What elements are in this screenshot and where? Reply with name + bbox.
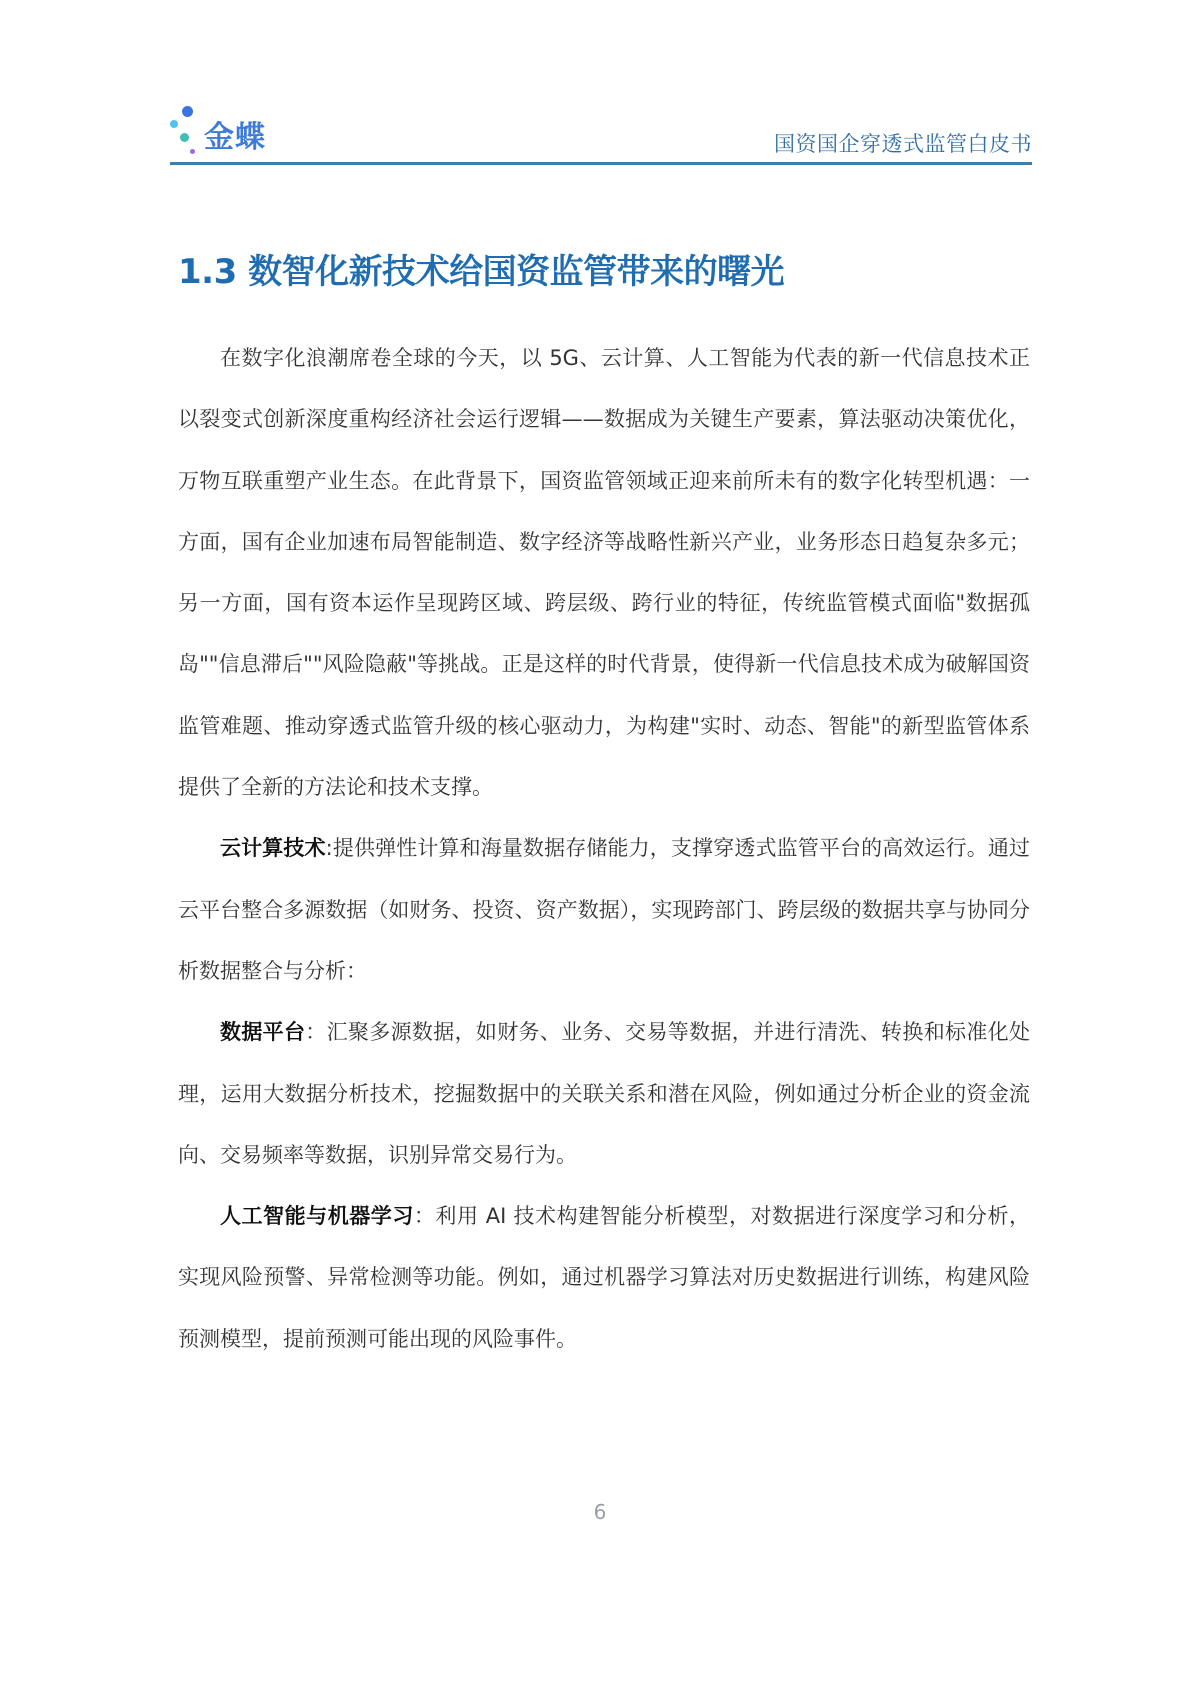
paragraph-intro: [178, 328, 1030, 818]
paragraph-text: 在数字化浪潮席卷全球的今天，以 5G、云计算、人工智能为代表的新一代信息技术正以裂变式创新深度重构经济社会运行逻辑——数据成为关键生产要素，算法驱动决策优化，万物互联重塑产业生态。在此背景下，国资监管领域正迎来前所未有的数字化转型机遇：一方面，国有企业加速布局智能制造、数字经济等战略性新兴产业，业务形态日趋复杂多元；另一方面，国有资本运作呈现跨区域、跨层级、跨行业的特征，传统监管模式面临"数据孤岛""信息滞后""风险隐蔽"等挑战。正是这样的时代背景，使得新一代信息技术成为破解国资监管难题、推动穿透式监管升级的核心驱动力，为构建"实时、动态、智能"的新型监管体系提供了全新的方法论和技术支撑。: [178, 346, 1030, 800]
page-number: 6: [593, 1500, 607, 1524]
paragraph-ai-ml: [178, 1186, 1030, 1370]
logo-dot-icon: [170, 120, 178, 128]
paragraph-lead: 人工智能与机器学习: [220, 1204, 414, 1229]
paragraph-text: :提供弹性计算和海量数据存储能力，支撑穿透式监管平台的高效运行。通过云平台整合多源数据（如财务、投资、资产数据），实现跨部门、跨层级的数据共享与协同分析数据整合与分析：: [178, 836, 1031, 983]
logo-dot-icon: [190, 149, 195, 154]
document-title: 国资国企穿透式监管白皮书: [774, 132, 1032, 156]
logo-dot-icon: [180, 133, 189, 142]
paragraph-lead: 云计算技术: [220, 836, 326, 861]
logo-dot-icon: [182, 106, 193, 117]
section-heading: 1.3 数智化新技术给国资监管带来的曙光: [178, 252, 785, 292]
paragraph-cloud-computing: [178, 818, 1030, 1002]
paragraph-text: ：利用 AI 技术构建智能分析模型，对数据进行深度学习和分析，实现风险预警、异常检测等功能。例如，通过机器学习算法对历史数据进行训练，构建风险预测模型，提前预测可能出现的风险事件。: [178, 1204, 1030, 1351]
page-header: [170, 100, 1032, 164]
paragraph-lead: 数据平台: [220, 1020, 306, 1045]
kingdee-logo: [170, 106, 280, 162]
header-divider: [170, 162, 1032, 165]
logo-text: 金蝶: [204, 120, 266, 155]
paragraph-text: ：汇聚多源数据，如财务、业务、交易等数据，并进行清洗、转换和标准化处理，运用大数据分析技术，挖掘数据中的关联关系和潜在风险，例如通过分析企业的资金流向、交易频率等数据，识别异常交易行为。: [178, 1020, 1030, 1167]
body-text: [178, 328, 1030, 1370]
paragraph-data-platform: [178, 1002, 1030, 1186]
